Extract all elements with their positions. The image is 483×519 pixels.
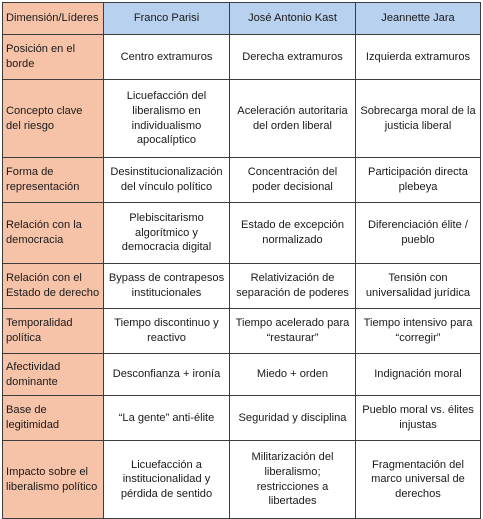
row-label-cell: Base de legitimidad	[3, 396, 104, 441]
table-cell: Tiempo acelerado para “restaurar”	[230, 309, 356, 354]
header-cell-jeannette-jara: Jeannette Jara	[356, 3, 481, 35]
table-cell: Participación directa plebeya	[356, 158, 481, 203]
comparison-table	[2, 2, 481, 519]
row-label-cell: Posición en el borde	[3, 35, 104, 80]
table-row-posicion	[3, 35, 481, 80]
table-row-impacto	[3, 441, 481, 519]
header-cell-jose-antonio-kast: José Antonio Kast	[230, 3, 356, 35]
table-cell: Licuefacción a institucionalidad y pérdida de sentido	[104, 441, 230, 519]
row-label-cell: Relación con el Estado de derecho	[3, 264, 104, 309]
table-cell: Licuefacción del liberalismo en individualismo apocalíptico	[104, 80, 230, 158]
table-cell: Militarización del liberalismo; restricciones a libertades	[230, 441, 356, 519]
row-label-cell: Impacto sobre el liberalismo político	[3, 441, 104, 519]
table-cell: Concentración del poder decisional	[230, 158, 356, 203]
table-cell: Miedo + orden	[230, 354, 356, 396]
row-label-cell: Afectividad dominante	[3, 354, 104, 396]
table-row-afectividad	[3, 354, 481, 396]
table-cell: Estado de excepción normalizado	[230, 203, 356, 264]
table-cell: Fragmentación del marco universal de derechos	[356, 441, 481, 519]
table-row-estado-derecho	[3, 264, 481, 309]
header-row	[3, 3, 481, 35]
table-row-forma-representacion	[3, 158, 481, 203]
header-corner-cell: Dimensión/Líderes	[3, 3, 104, 35]
table-row-temporalidad	[3, 309, 481, 354]
table-cell: Bypass de contrapesos institucionales	[104, 264, 230, 309]
table-cell: Relativización de separación de poderes	[230, 264, 356, 309]
table-row-legitimidad	[3, 396, 481, 441]
header-cell-franco-parisi: Franco Parisi	[104, 3, 230, 35]
row-label-cell: Relación con la democracia	[3, 203, 104, 264]
table-row-relacion-democracia	[3, 203, 481, 264]
table-cell: Tiempo discontinuo y reactivo	[104, 309, 230, 354]
table-cell: Izquierda extramuros	[356, 35, 481, 80]
table-cell: Diferenciación élite / pueblo	[356, 203, 481, 264]
row-label-cell: Concepto clave del riesgo	[3, 80, 104, 158]
table-row-concepto-riesgo	[3, 80, 481, 158]
table-cell: Aceleración autoritaria del orden liberal	[230, 80, 356, 158]
table-cell: Desconfianza + ironía	[104, 354, 230, 396]
table-cell: Plebiscitarismo algorítmico y democracia digital	[104, 203, 230, 264]
table-cell: Pueblo moral vs. élites injustas	[356, 396, 481, 441]
table-cell: Sobrecarga moral de la justicia liberal	[356, 80, 481, 158]
table-cell: Seguridad y disciplina	[230, 396, 356, 441]
comparison-table-container	[2, 2, 480, 519]
table-cell: Derecha extramuros	[230, 35, 356, 80]
table-cell: Indignación moral	[356, 354, 481, 396]
table-cell: “La gente” anti-élite	[104, 396, 230, 441]
row-label-cell: Temporalidad política	[3, 309, 104, 354]
table-cell: Desinstitucionalización del vínculo político	[104, 158, 230, 203]
table-cell: Tiempo intensivo para “corregir”	[356, 309, 481, 354]
row-label-cell: Forma de representación	[3, 158, 104, 203]
table-cell: Tensión con universalidad jurídica	[356, 264, 481, 309]
table-cell: Centro extramuros	[104, 35, 230, 80]
